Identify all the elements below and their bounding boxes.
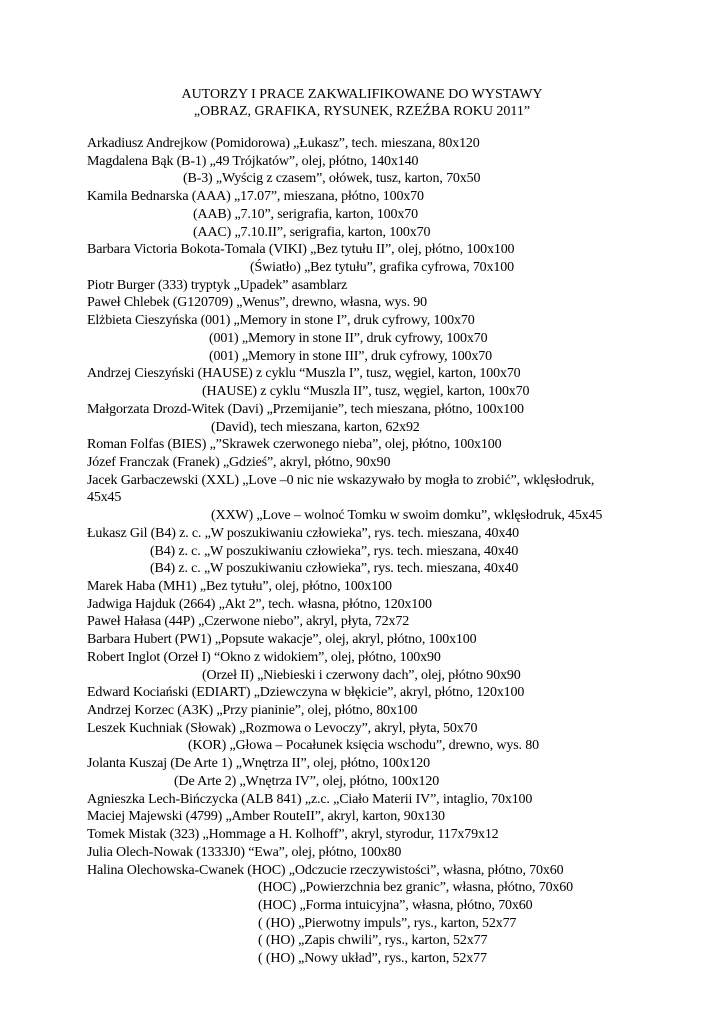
list-item: (HAUSE) z cyklu “Muszla II”, tusz, węgiel, karton, 100x70 xyxy=(202,384,530,400)
list-item: ( (HO) „Nowy układ”, rys., karton, 52x77 xyxy=(258,951,487,967)
list-item: Edward Kociański (EDIART) „Dziewczyna w błękicie”, akryl, płótno, 120x100 xyxy=(87,685,525,701)
list-item: (001) „Memory in stone III”, druk cyfrowy, 100x70 xyxy=(209,348,492,364)
list-item: ( (HO) „Pierwotny impuls”, rys., karton, 52x77 xyxy=(258,915,517,931)
list-item: Halina Olechowska-Cwanek (HOC) „Odczucie rzeczywistości”, własna, płótno, 70x60 xyxy=(87,862,564,878)
list-item: Paweł Hałasa (44P) „Czerwone niebo”, akryl, płyta, 72x72 xyxy=(87,614,410,630)
list-item: (XXW) „Love – wolnoć Tomku w swoim domku”, wklęsłodruk, 45x45 xyxy=(211,508,603,524)
list-item: (B4) z. c. „W poszukiwaniu człowieka”, rys. tech. mieszana, 40x40 xyxy=(150,543,519,559)
list-item: Marek Haba (MH1) „Bez tytułu”, olej, płótno, 100x100 xyxy=(87,579,392,594)
list-item: Tomek Mistak (323) „Hommage a H. Kolhoff”, akryl, styrodur, 117x79x12 xyxy=(87,827,499,843)
list-item: Roman Folfas (BIES) „”Skrawek czerwonego nieba”, olej, płótno, 100x100 xyxy=(87,437,502,453)
list-item: Leszek Kuchniak (Słowak) „Rozmowa o Levoczy”, akryl, płyta, 50x70 xyxy=(87,720,478,736)
list-item: Piotr Burger (333) tryptyk „Upadek” asamblarz xyxy=(87,277,348,293)
list-item: 45x45 xyxy=(87,490,122,506)
list-item: (AAB) „7.10”, serigrafia, karton, 100x70 xyxy=(193,206,418,222)
list-item: (B4) z. c. „W poszukiwaniu człowieka”, rys. tech. mieszana, 40x40 xyxy=(150,561,519,577)
list-item: Julia Olech-Nowak (1333J0) “Ewa”, olej, płótno, 100x80 xyxy=(87,844,402,860)
list-item: (KOR) „Głowa – Pocałunek księcia wschodu”, drewno, wys. 80 xyxy=(188,738,539,754)
list-item: Magdalena Bąk (B-1) „49 Trójkatów”, olej, płótno, 140x140 xyxy=(87,153,419,169)
list-item: Andrzej Korzec (A3K) „Przy pianinie”, olej, płótno, 80x100 xyxy=(87,703,418,719)
list-item: Andrzej Cieszyński (HAUSE) z cyklu “Muszla I”, tusz, węgiel, karton, 100x70 xyxy=(87,366,521,382)
list-item: ( (HO) „Zapis chwili”, rys., karton, 52x77 xyxy=(258,933,488,949)
list-item: Paweł Chlebek (G120709) „Wenus”, drewno, własna, wys. 90 xyxy=(87,295,428,311)
list-item: (Orzeł II) „Niebieski i czerwony dach”, olej, płótno 90x90 xyxy=(202,667,521,683)
list-item: (AAC) „7.10.II”, serigrafia, karton, 100x70 xyxy=(193,224,431,240)
list-item: Jadwiga Hajduk (2664) „Akt 2”, tech. własna, płótno, 120x100 xyxy=(87,596,432,612)
list-item: (Światło) „Bez tytułu”, grafika cyfrowa, 70x100 xyxy=(250,260,514,276)
list-item: Arkadiusz Andrejkow (Pomidorowa) „Łukasz”, tech. mieszana, 80x120 xyxy=(87,136,480,151)
list-item: Barbara Hubert (PW1) „Popsute wakacje”, olej, akryl, płótno, 100x100 xyxy=(87,632,477,648)
list-item: (HOC) „Powierzchnia bez granic”, własna, płótno, 70x60 xyxy=(258,880,573,896)
list-item: Maciej Majewski (4799) „Amber RouteII”, akryl, karton, 90x130 xyxy=(87,809,445,825)
list-item: Łukasz Gil (B4) z. c. „W poszukiwaniu człowieka”, rys. tech. mieszana, 40x40 xyxy=(87,525,519,541)
list-item: Jolanta Kuszaj (De Arte 1) „Wnętrza II”, olej, płótno, 100x120 xyxy=(87,756,430,772)
list-item: Józef Franczak (Franek) „Gdzieś”, akryl, płótno, 90x90 xyxy=(87,454,391,470)
document-title-line-1: AUTORZY I PRACE ZAKWALIFIKOWANE DO WYSTAWY xyxy=(181,87,543,102)
list-item: (De Arte 2) „Wnętrza IV”, olej, płótno, 100x120 xyxy=(174,773,440,789)
list-item: (001) „Memory in stone II”, druk cyfrowy, 100x70 xyxy=(209,330,488,346)
list-item: Kamila Bednarska (AAA) „17.07”, mieszana, płótno, 100x70 xyxy=(87,189,424,205)
list-item: (B-3) „Wyścig z czasem”, ołówek, tusz, karton, 70x50 xyxy=(183,171,481,187)
list-item: Robert Inglot (Orzeł I) “Okno z widokiem”, olej, płótno, 100x90 xyxy=(87,649,441,665)
list-item: (HOC) „Forma intuicyjna”, własna, płótno, 70x60 xyxy=(258,897,533,913)
list-item: Małgorzata Drozd-Witek (Davi) „Przemijanie”, tech mieszana, płótno, 100x100 xyxy=(87,401,524,417)
list-item: Agnieszka Lech-Bińczycka (ALB 841) „z.c. „Ciało Materii IV”, intaglio, 70x100 xyxy=(87,791,533,807)
list-item: (David), tech mieszana, karton, 62x92 xyxy=(211,419,420,435)
document-title-line-2: „OBRAZ, GRAFIKA, RYSUNEK, RZEŹBA ROKU 2011” xyxy=(193,104,531,119)
list-item: Elżbieta Cieszyńska (001) „Memory in stone I”, druk cyfrowy, 100x70 xyxy=(87,313,475,329)
list-item: Barbara Victoria Bokota-Tomala (VIKI) „Bez tytułu II”, olej, płótno, 100x100 xyxy=(87,242,515,258)
list-item: Jacek Garbaczewski (XXL) „Love –0 nic nie wskazywało by mogła to zrobić”, wklęsłodruk, xyxy=(87,472,595,488)
